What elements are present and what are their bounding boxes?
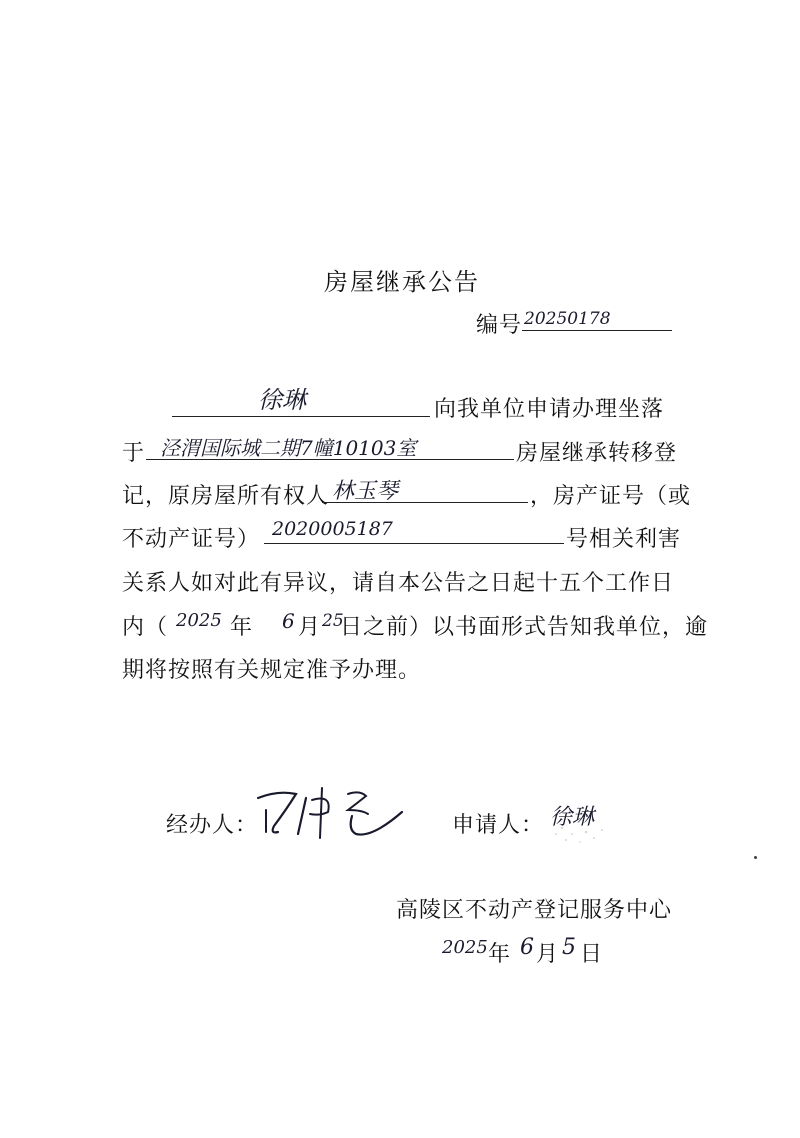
body-line6-suffix: 日之前）以书面形式告知我单位，逾 bbox=[340, 615, 709, 640]
date-month-handwritten: 6 bbox=[520, 935, 534, 960]
body-line5: 关系人如对此有异议，请自本公告之日起十五个工作日 bbox=[122, 571, 675, 596]
body-line4-prefix: 不动产证号） bbox=[122, 527, 261, 552]
date-day-label: 日 bbox=[580, 942, 604, 967]
serial-underline bbox=[522, 330, 672, 331]
handler-label: 经办人： bbox=[166, 813, 259, 838]
date-day-handwritten: 5 bbox=[562, 935, 576, 960]
body-line3-suffix: ，房产证号（或 bbox=[530, 484, 692, 509]
body-line1-text: 向我单位申请办理坐落 bbox=[434, 397, 665, 422]
body-line3-prefix: 记，原房屋所有权人 bbox=[122, 484, 330, 509]
serial-value-handwritten: 20250178 bbox=[524, 309, 611, 329]
deadline-year-handwritten: 2025 bbox=[176, 610, 222, 631]
owner-underline bbox=[322, 502, 528, 503]
location-underline bbox=[146, 459, 514, 460]
applicant-name-handwritten: 徐琳 bbox=[258, 386, 306, 414]
date-year-handwritten: 2025 bbox=[442, 937, 488, 958]
deadline-month-handwritten: 6 bbox=[282, 609, 295, 633]
deadline-day-handwritten: 25 bbox=[322, 611, 344, 631]
organization-name: 高陵区不动产登记服务中心 bbox=[396, 898, 673, 923]
original-owner-handwritten: 林玉琴 bbox=[332, 479, 399, 504]
serial-label: 编号 bbox=[476, 313, 523, 338]
date-year-label: 年 bbox=[488, 942, 512, 967]
applicant-underline bbox=[172, 416, 430, 417]
applicant-label: 申请人： bbox=[452, 813, 545, 838]
body-line7: 期将按照有关规定准予办理。 bbox=[122, 658, 422, 683]
handler-signature bbox=[252, 780, 412, 846]
scan-speck bbox=[754, 856, 757, 859]
applicant-signature: 徐琳 bbox=[550, 805, 595, 830]
date-month-label: 月 bbox=[536, 942, 560, 967]
handler-signature-text bbox=[252, 780, 255, 781]
certificate-underline bbox=[264, 543, 564, 544]
body-line2-suffix: 房屋继承转移登 bbox=[516, 441, 678, 466]
page-title: 房屋继承公告 bbox=[324, 268, 480, 296]
body-line2-prefix: 于 bbox=[122, 441, 146, 466]
property-location-handwritten: 泾渭国际城二期7幢10103室 bbox=[160, 436, 417, 460]
certificate-number-handwritten: 2020005187 bbox=[272, 518, 393, 540]
deadline-year-label: 年 bbox=[230, 615, 254, 640]
body-line4-suffix: 号相关利害 bbox=[566, 527, 682, 552]
deadline-month-label: 月 bbox=[298, 615, 322, 640]
body-line6-prefix: 内（ bbox=[122, 615, 169, 640]
